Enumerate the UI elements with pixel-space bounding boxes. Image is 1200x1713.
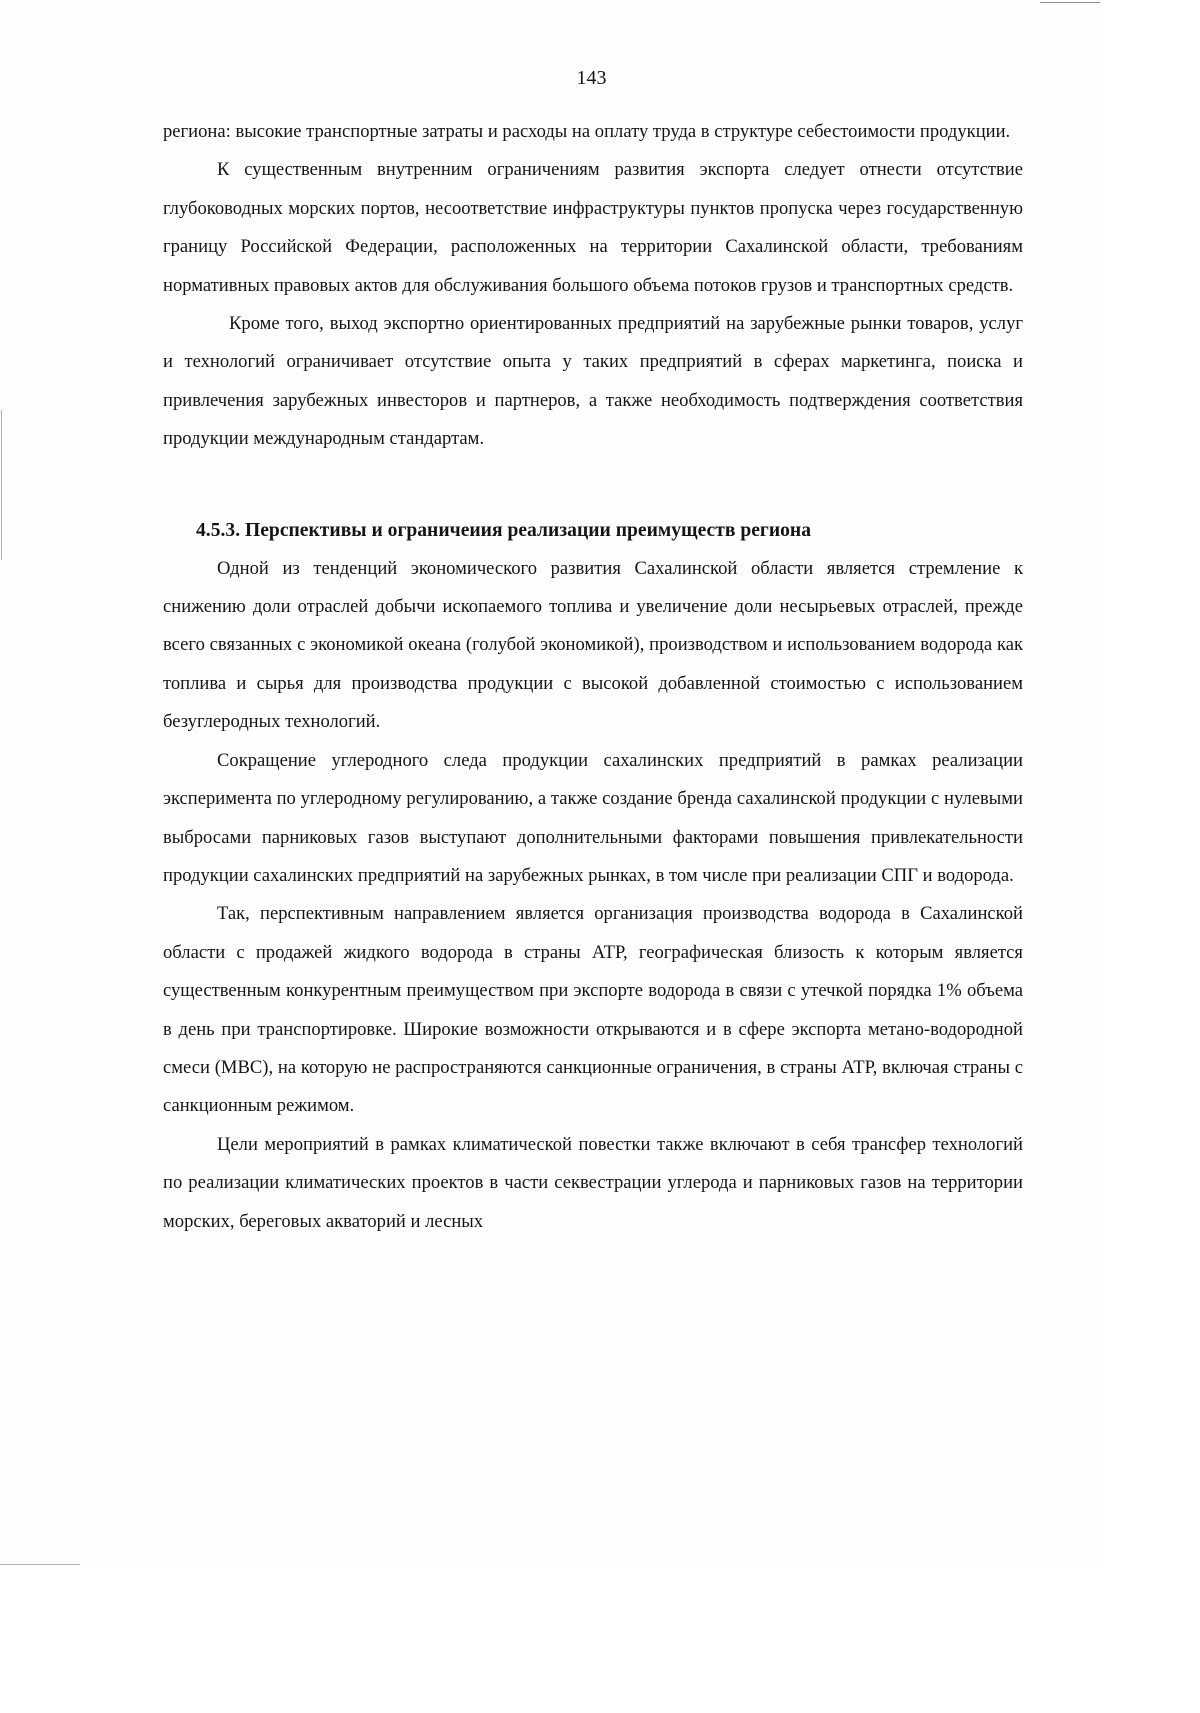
- page-number: 143: [576, 67, 607, 89]
- paragraph: Кроме того, выход экспортно ориентированных предприятий на зарубежные рынки товаров, услуг и технологий ограничивает отсутствие опыта у таких предприятий в сферах маркетинга, поиска и привлечения зарубежных инвесторов и партнеров, а также необходимость подтверждения соответствия продукции международным стандартам.: [163, 313, 1023, 450]
- scan-edge-mark-top: [1040, 2, 1100, 3]
- scan-edge-mark-bottom: [0, 1564, 80, 1565]
- paragraph-continuation: региона: высокие транспортные затраты и расходы на оплату труда в структуре себестоимости продукции.: [163, 121, 1011, 142]
- scan-edge-mark-left: [1, 410, 2, 560]
- paragraph: К существенным внутренним ограничениям развития экспорта следует отнести отсутствие глубоководных морских портов, несоответствие инфраструктуры пунктов пропуска через государственную границу Российской Федерации, расположенных на территории Сахалинской области, требованиям нормативных правовых актов для обслуживания большого объема потоков грузов и транспортных средств.: [163, 159, 1023, 296]
- paragraph: Цели мероприятий в рамках климатической повестки также включают в себя трансфер технологий по реализации климатических проектов в части секвестрации углерода и парниковых газов на территории морских, береговых акваторий и лесных: [163, 1133, 1023, 1232]
- paragraph: Сокращение углеродного следа продукции сахалинских предприятий в рамках реализации эксперимента по углеродному регулированию, а также создание бренда сахалинской продукции с нулевыми выбросами парниковых газов выступают дополнительными факторами повышения привлекательности продукции сахалинских предприятий на зарубежных рынках, в том числе при реализации СПГ и водорода.: [163, 749, 1023, 886]
- section-heading: 4.5.3. Перспективы и ограничеиия реализации преимуществ региона: [196, 519, 812, 541]
- document-body: [163, 113, 1023, 1241]
- paragraph: Так, перспективным направлением является организация производства водорода в Сахалинской области с продажей жидкого водорода в страны АТР, географическая близость к которым является существенным конкурентным преимуществом при экспорте водорода в связи с утечкой порядка 1% объема в день при транспортировке. Широкие возможности открываются и в сфере экспорта метано-водородной смеси (МВС), на которую не распространяются санкционные ограничения, в страны АТР, включая страны с санкционным режимом.: [163, 903, 1023, 1117]
- paragraph: Одной из тенденций экономического развития Сахалинской области является стремление к снижению доли отраслей добычи ископаемого топлива и увеличение доли несырьевых отраслей, прежде всего связанных с экономикой океана (голубой экономикой), производством и использованием водорода как топлива и сырья для производства продукции с высокой добавленной стоимостью с использованием безуглеродных технологий.: [163, 557, 1023, 733]
